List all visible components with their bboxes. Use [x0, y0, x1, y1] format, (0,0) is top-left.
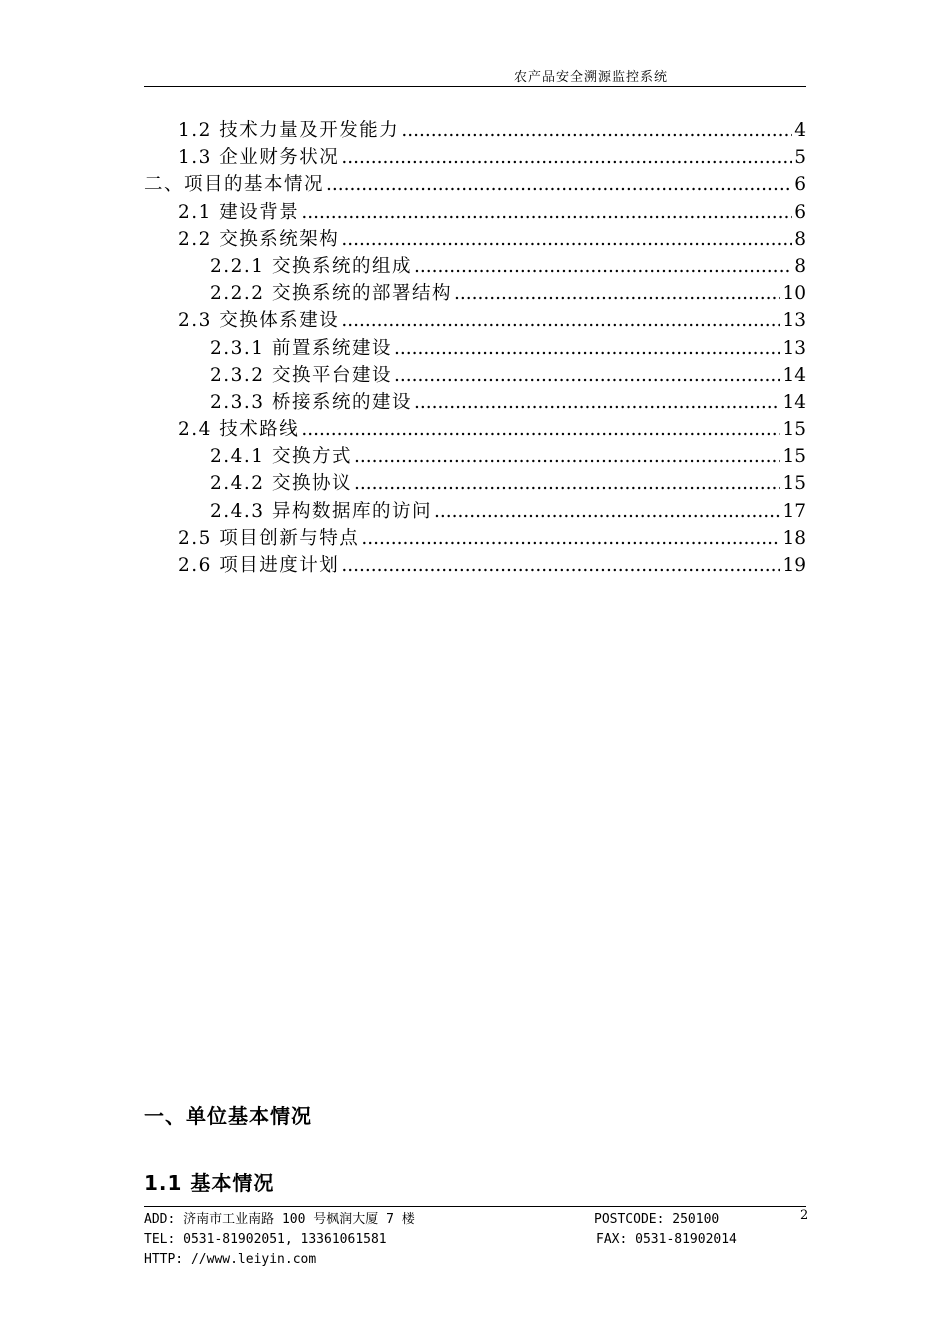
page-number: 2 — [800, 1208, 809, 1223]
toc-leader-dots — [414, 389, 780, 416]
toc-entry[interactable] — [144, 362, 806, 389]
toc-entry[interactable] — [144, 335, 806, 362]
toc-leader-dots — [341, 552, 780, 579]
toc-entry-page: 14 — [782, 364, 806, 386]
toc-leader-dots — [401, 117, 792, 144]
toc-leader-dots — [394, 335, 780, 362]
footer-address: ADD: 济南市工业南路 100 号枫润大厦 7 楼 — [144, 1212, 415, 1227]
toc-entry-title: 2.4.1 交换方式 — [210, 446, 352, 468]
toc-entry-title: 2.4.3 异构数据库的访问 — [210, 500, 432, 522]
toc-leader-dots — [341, 226, 792, 253]
toc-entry-page: 15 — [782, 446, 806, 468]
toc-entry-page: 13 — [782, 337, 806, 359]
toc-entry-page: 6 — [794, 174, 806, 196]
toc-leader-dots — [341, 144, 792, 171]
toc-entry-page: 17 — [782, 500, 806, 522]
toc-entry[interactable] — [144, 498, 806, 525]
toc-entry-page: 19 — [782, 555, 806, 576]
toc-entry[interactable] — [144, 171, 806, 198]
toc-entry-title: 1.2 技术力量及开发能力 — [178, 120, 400, 141]
toc-leader-dots — [301, 416, 780, 443]
page-footer — [144, 1208, 809, 1270]
toc-entry-page: 6 — [794, 201, 806, 223]
toc-entry-page: 15 — [782, 419, 806, 441]
toc-entry-page: 8 — [794, 255, 806, 277]
toc-entry-title: 二、项目的基本情况 — [144, 174, 325, 196]
toc-entry-page: 18 — [782, 527, 806, 549]
toc-entry-page: 8 — [794, 228, 806, 250]
toc-entry-title: 2.2.2 交换系统的部署结构 — [210, 283, 452, 305]
toc-entry-title: 2.5 项目创新与特点 — [178, 527, 360, 549]
toc-entry-page: 4 — [794, 120, 806, 141]
toc-entry-title: 2.3.3 桥接系统的建设 — [210, 391, 412, 413]
toc-entry[interactable] — [144, 253, 806, 280]
toc-entry[interactable] — [144, 144, 806, 171]
toc-entry[interactable] — [144, 389, 806, 416]
footer-rule — [144, 1206, 806, 1207]
toc-leader-dots — [301, 199, 792, 226]
footer-tel: TEL: 0531-81902051, 13361061581 — [144, 1232, 387, 1247]
toc-entry[interactable] — [144, 416, 806, 443]
toc-entry[interactable] — [144, 470, 806, 497]
toc-entry-title: 2.3.2 交换平台建设 — [210, 364, 392, 386]
toc-entry[interactable] — [144, 280, 806, 307]
toc-entry-title: 2.3 交换体系建设 — [178, 310, 340, 332]
table-of-contents — [144, 117, 806, 579]
toc-entry[interactable] — [144, 443, 806, 470]
toc-leader-dots — [414, 253, 792, 280]
toc-entry-title: 2.3.1 前置系统建设 — [210, 337, 392, 359]
toc-entry-title: 2.2 交换系统架构 — [178, 228, 340, 250]
toc-entry-title: 1.3 企业财务状况 — [178, 147, 340, 169]
toc-entry-page: 15 — [782, 473, 806, 495]
toc-leader-dots — [354, 470, 781, 497]
toc-entry-page: 14 — [782, 391, 806, 413]
toc-leader-dots — [361, 525, 780, 552]
page-header — [144, 66, 806, 87]
toc-entry-page: 10 — [782, 283, 806, 305]
toc-entry[interactable] — [144, 552, 806, 579]
toc-entry-title: 2.2.1 交换系统的组成 — [210, 255, 412, 277]
toc-entry[interactable] — [144, 117, 806, 144]
toc-leader-dots — [354, 443, 781, 470]
section-heading: 一、单位基本情况 — [144, 1104, 312, 1128]
toc-entry-page: 5 — [794, 147, 806, 169]
toc-entry-page: 13 — [782, 310, 806, 332]
toc-entry[interactable] — [144, 226, 806, 253]
footer-postcode: POSTCODE: 250100 — [594, 1212, 720, 1227]
subsection-heading: 1.1 基本情况 — [144, 1171, 275, 1195]
toc-leader-dots — [394, 362, 780, 389]
toc-entry-title: 2.4.2 交换协议 — [210, 473, 352, 495]
header-title: 农产品安全溯源监控系统 — [513, 70, 668, 85]
toc-leader-dots — [454, 280, 780, 307]
toc-leader-dots — [434, 498, 780, 525]
toc-entry[interactable] — [144, 199, 806, 226]
toc-leader-dots — [326, 171, 792, 198]
toc-entry-title: 2.1 建设背景 — [178, 201, 300, 223]
toc-leader-dots — [341, 307, 780, 334]
toc-entry-title: 2.6 项目进度计划 — [178, 555, 340, 576]
footer-http: HTTP: //www.leiyin.com — [144, 1252, 317, 1267]
toc-entry-title: 2.4 技术路线 — [178, 419, 300, 441]
toc-entry[interactable] — [144, 307, 806, 334]
toc-entry[interactable] — [144, 525, 806, 552]
footer-fax: FAX: 0531-81902014 — [596, 1232, 737, 1247]
